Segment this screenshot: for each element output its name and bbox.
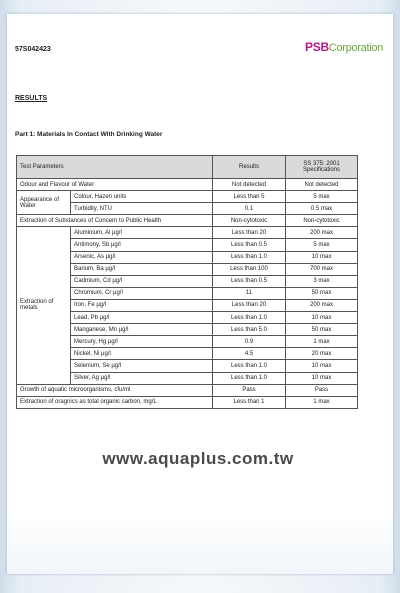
row-spec: 0.5 max [286, 203, 358, 215]
row-label: Turbidity, NTU [71, 203, 213, 215]
table-row [17, 191, 358, 203]
table-row [17, 384, 358, 396]
table-row [17, 227, 358, 239]
document-number: 57S042423 [15, 46, 51, 53]
row-label: Aluminium, Al µg/l [71, 227, 213, 239]
table-header-row [17, 156, 358, 179]
row-spec: 50 max [286, 324, 358, 336]
row-label: Barium, Ba µg/l [71, 263, 213, 275]
table-row [17, 215, 358, 227]
row-result: Less than 0.5 [213, 239, 286, 251]
row-label: Extraction of Substances of Concern to Public Health [17, 215, 213, 227]
row-label: Silver, Ag µg/l [71, 372, 213, 384]
row-label: Chromium, Cr µg/l [71, 287, 213, 299]
row-spec: 10 max [286, 372, 358, 384]
row-result: Less than 20 [213, 299, 286, 311]
row-result: Pass [213, 384, 286, 396]
section-title: RESULTS [15, 95, 48, 102]
header-spec: SS 375: 2001 Specifications [286, 156, 358, 179]
row-result: Less than 20 [213, 227, 286, 239]
row-result: 11 [213, 287, 286, 299]
row-result: Less than 1 [213, 396, 286, 408]
row-result: Less than 1.0 [213, 372, 286, 384]
group-label-appearance: Appearance of Water [17, 191, 71, 215]
company-logo [305, 40, 383, 54]
row-label: Nickel, Ni µg/l [71, 348, 213, 360]
row-spec: Non-cytotoxic [286, 215, 358, 227]
row-label: Arsenic, As µg/l [71, 251, 213, 263]
page-fade [7, 514, 393, 574]
row-result: 0.9 [213, 336, 286, 348]
row-label: Extraction of oragnics as total organic carbon, mg/L [17, 396, 213, 408]
row-label: Cadmium, Cd µg/l [71, 275, 213, 287]
row-label: Colour, Hazen units [71, 191, 213, 203]
row-label: Mercury, Hg µg/l [71, 336, 213, 348]
group-label-metals: Extraction of metals [17, 227, 71, 384]
part-title: Part 1: Materials In Contact With Drinking Water [15, 131, 163, 138]
row-label: Antimony, Sb µg/l [71, 239, 213, 251]
table-row [17, 179, 358, 191]
document-page [7, 14, 393, 574]
row-label: Growth of aquatic microorganisms, cfu/ml [17, 384, 213, 396]
row-spec: 200 max [286, 227, 358, 239]
row-result: Less than 1.0 [213, 360, 286, 372]
header-results: Results [213, 156, 286, 179]
row-result: Less than 1.0 [213, 251, 286, 263]
row-spec: 5 max [286, 191, 358, 203]
logo-part2: Corporation [328, 42, 383, 54]
row-label: Selenium, Se µg/l [71, 360, 213, 372]
row-spec: 1 max [286, 336, 358, 348]
row-result: Less than 100 [213, 263, 286, 275]
row-result: Less than 5.0 [213, 324, 286, 336]
row-spec: 50 max [286, 287, 358, 299]
row-result: Less than 0.5 [213, 275, 286, 287]
row-spec: 10 max [286, 251, 358, 263]
results-table [16, 155, 358, 409]
row-spec: Pass [286, 384, 358, 396]
row-result: Less than 1.0 [213, 312, 286, 324]
row-spec: 200 max [286, 299, 358, 311]
header-param: Test Parameters [17, 156, 213, 179]
row-spec: 700 max [286, 263, 358, 275]
row-result: Less than 5 [213, 191, 286, 203]
logo-part1: PSB [305, 40, 329, 54]
row-result: 0.1 [213, 203, 286, 215]
row-result: Non-cytotoxic [213, 215, 286, 227]
row-label: Manganese, Mn µg/l [71, 324, 213, 336]
row-label: Iron, Fe µg/l [71, 299, 213, 311]
row-spec: 1 max [286, 396, 358, 408]
table-row [17, 396, 358, 408]
row-spec: 5 max [286, 239, 358, 251]
row-label: Odour and Flavour of Water [17, 179, 213, 191]
row-spec: 10 max [286, 312, 358, 324]
row-spec: 10 max [286, 360, 358, 372]
row-spec: 3 max [286, 275, 358, 287]
row-label: Lead, Pb µg/l [71, 312, 213, 324]
website-watermark: www.aquaplus.com.tw [102, 449, 294, 468]
row-result: 4.5 [213, 348, 286, 360]
row-spec: 20 max [286, 348, 358, 360]
row-spec: Not detected [286, 179, 358, 191]
row-result: Not detected [213, 179, 286, 191]
